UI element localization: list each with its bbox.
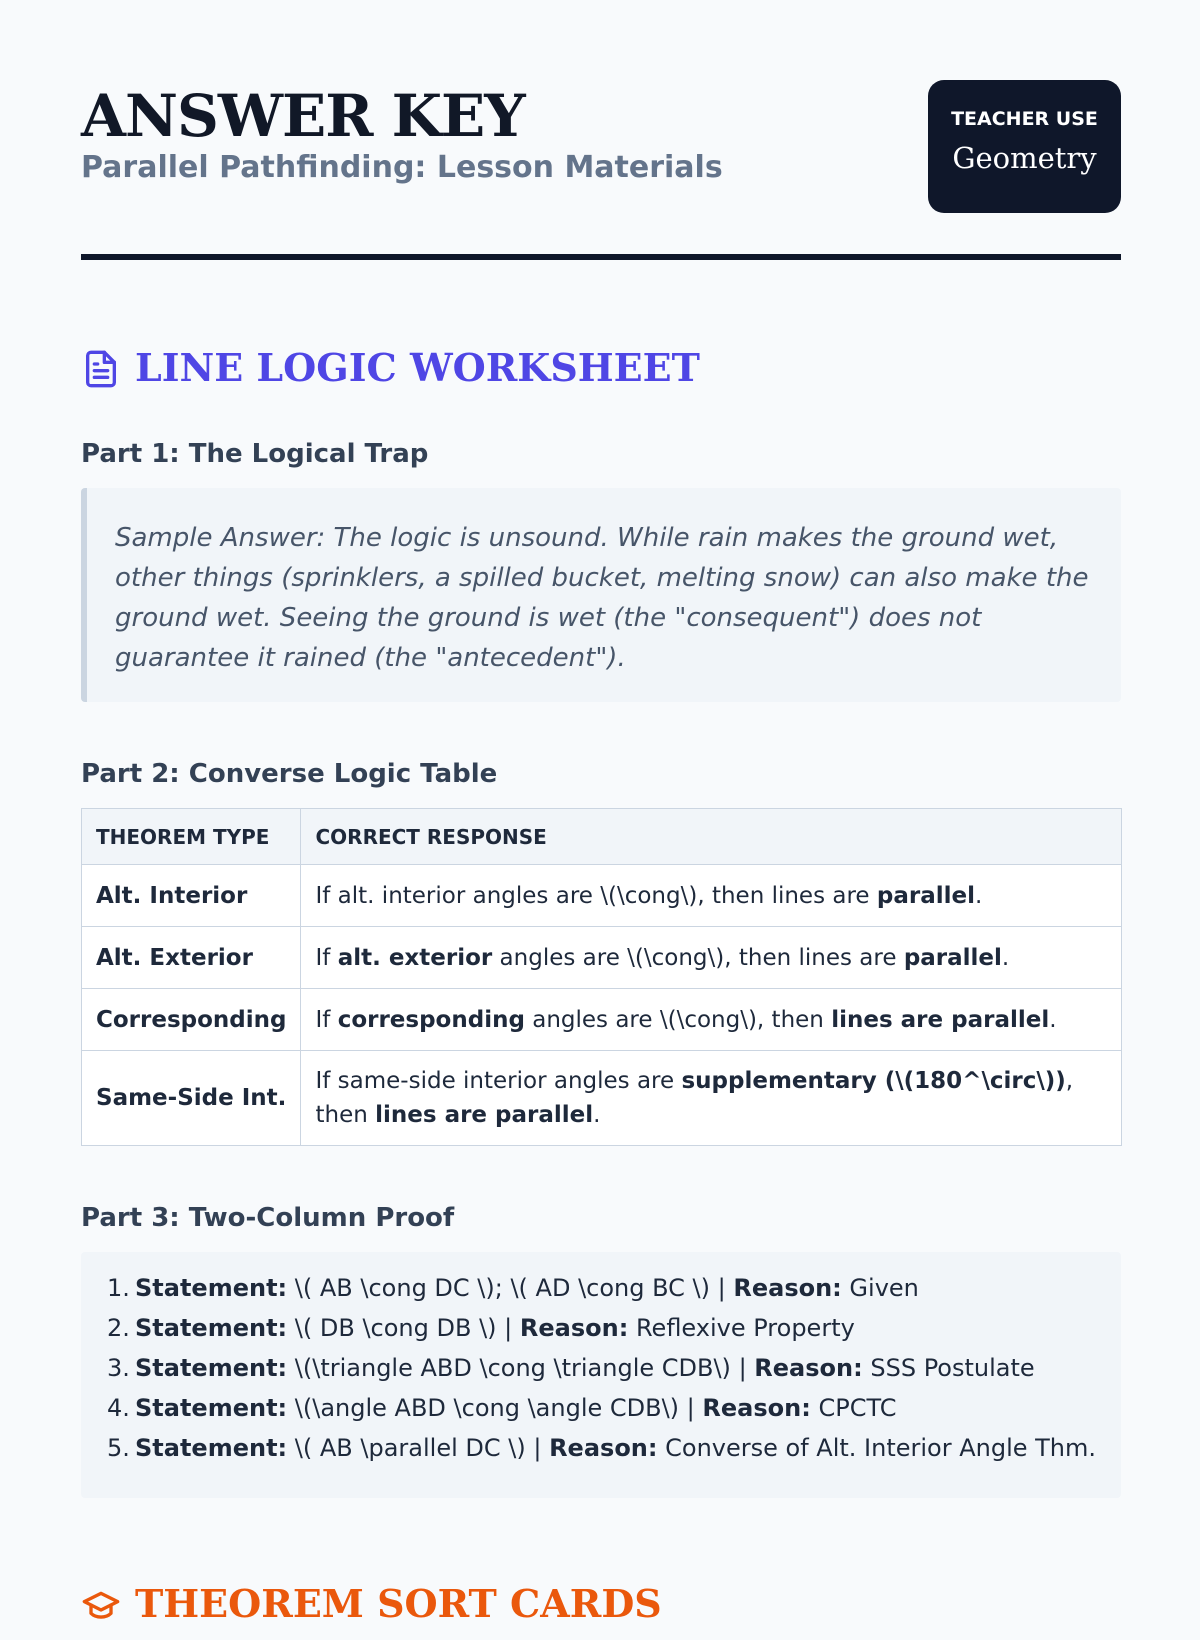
column-header-theorem-type: THEOREM TYPE [82, 809, 301, 865]
theorem-type-cell: Alt. Exterior [82, 927, 301, 989]
worksheet-section-title [81, 340, 700, 396]
response-cell: If same-side interior angles are supplementary (\(180^\circ\)), then lines are parallel. [301, 1051, 1122, 1146]
theorem-sort-cards-title-text: THEOREM SORT CARDS [135, 1581, 662, 1626]
list-item: 1. Statement: \( AB \cong DC \); \( AD \cong BC \) | Reason: Given [107, 1274, 919, 1302]
part2-heading: Part 2: Converse Logic Table [81, 759, 498, 789]
proof-steps-list [107, 1268, 1121, 1468]
table-header-row [82, 809, 1122, 865]
part1-sample-answer: Sample Answer: The logic is unsound. While rain makes the ground wet, other things (sprinklers, a spilled bucket, melting snow) can also make the ground wet. Seeing the ground is wet (the "consequent") does not guarantee it rained (the "antecedent"). [81, 488, 1121, 702]
document-icon [81, 348, 121, 388]
table-row [82, 927, 1122, 989]
page-title: ANSWER KEY [81, 82, 525, 150]
badge-label: TEACHER USE [951, 108, 1098, 130]
response-cell: If alt. interior angles are \(\cong\), then lines are parallel. [301, 865, 1122, 927]
list-item: 5. Statement: \( AB \parallel DC \) | Reason: Converse of Alt. Interior Angle Thm. [107, 1434, 1097, 1462]
column-header-correct-response: CORRECT RESPONSE [301, 809, 1122, 865]
response-cell: If alt. exterior angles are \(\cong\), then lines are parallel. [301, 927, 1122, 989]
badge-subject: Geometry [952, 141, 1097, 175]
table-row [82, 989, 1122, 1051]
list-item: 3. Statement: \(\triangle ABD \cong \triangle CDB\) | Reason: SSS Postulate [107, 1354, 1035, 1382]
theorem-sort-cards-title [81, 1576, 662, 1632]
part3-heading: Part 3: Two-Column Proof [81, 1203, 455, 1233]
theorem-type-cell: Alt. Interior [82, 865, 301, 927]
response-cell: If corresponding angles are \(\cong\), then lines are parallel. [301, 989, 1122, 1051]
theorem-type-cell: Corresponding [82, 989, 301, 1051]
graduation-cap-icon [81, 1584, 121, 1624]
page-subtitle: Parallel Pathfinding: Lesson Materials [81, 150, 723, 185]
two-column-proof [81, 1252, 1121, 1498]
table-row [82, 865, 1122, 927]
converse-logic-table [81, 808, 1122, 1146]
teacher-use-badge [928, 80, 1121, 213]
page-header [81, 80, 1121, 260]
list-item: 2. Statement: \( DB \cong DB \) | Reason: Reflexive Property [107, 1314, 855, 1342]
table-row [82, 1051, 1122, 1146]
list-item: 4. Statement: \(\angle ABD \cong \angle CDB\) | Reason: CPCTC [107, 1394, 897, 1422]
theorem-type-cell: Same-Side Int. [82, 1051, 301, 1146]
worksheet-title-text: LINE LOGIC WORKSHEET [135, 345, 700, 390]
part1-heading: Part 1: The Logical Trap [81, 439, 429, 469]
